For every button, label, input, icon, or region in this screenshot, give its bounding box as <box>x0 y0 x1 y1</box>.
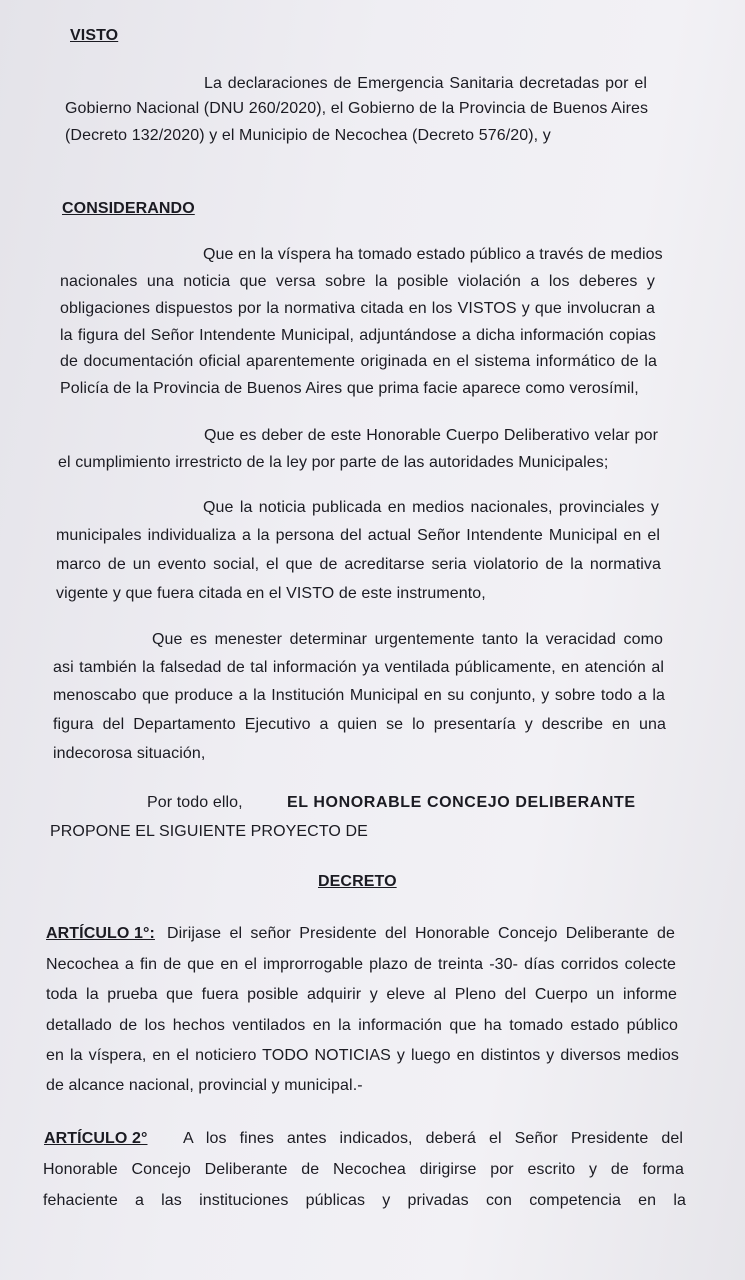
considerando-p5-line-2: PROPONE EL SIGUIENTE PROYECTO DE <box>50 823 368 840</box>
considerando-p1-line-6: Policía de la Provincia de Buenos Aires que prima facie aparece como verosímil, <box>60 380 639 397</box>
articulo-1-line-6: de alcance nacional, provincial y municipal.- <box>46 1077 363 1094</box>
considerando-p3-line-2: municipales individualiza a la persona del actual Señor Intendente Municipal en el <box>56 527 660 544</box>
considerando-heading: CONSIDERANDO <box>62 200 195 217</box>
visto-line-1: La declaraciones de Emergencia Sanitaria decretadas por el <box>204 75 647 92</box>
articulo-1-line-3: toda la prueba que fuera posible adquirir y eleve al Pleno del Cuerpo un informe <box>46 986 677 1003</box>
considerando-p1-line-5: de documentación oficial aparentemente originada en el sistema informático de la <box>60 353 657 370</box>
considerando-p4-line-5: indecorosa situación, <box>53 745 206 762</box>
considerando-p4-line-3: menoscabo que produce a la Institución Municipal en su conjunto, y sobre todo a la <box>53 687 665 704</box>
considerando-p1-line-4: la figura del Señor Intendente Municipal, adjuntándose a dicha información copias <box>60 327 656 344</box>
articulo-1-line-1: Dirijase el señor Presidente del Honorable Concejo Deliberante de <box>167 925 675 942</box>
visto-heading: VISTO <box>70 27 119 44</box>
articulo-2-line-2: Honorable Concejo Deliberante de Necochea dirigirse por escrito y de forma <box>43 1161 684 1178</box>
considerando-p4-line-2: asi también la falsedad de tal información ya ventilada públicamente, en atención al <box>53 659 664 676</box>
articulo-1-line-4: detallado de los hechos ventilados en la información que ha tomado estado público <box>46 1017 678 1034</box>
considerando-p4-line-4: figura del Departamento Ejecutivo a quien se lo presentaría y describe en una <box>53 716 666 733</box>
considerando-p4-line-1: Que es menester determinar urgentemente tanto la veracidad como <box>152 631 663 648</box>
considerando-p3-line-1: Que la noticia publicada en medios nacionales, provinciales y <box>203 499 659 516</box>
considerando-p2-line-2: el cumplimiento irrestricto de la ley por parte de las autoridades Municipales; <box>58 454 609 471</box>
articulo-2-label: ARTÍCULO 2° <box>44 1130 148 1147</box>
articulo-1-line-5: en la víspera, en el noticiero TODO NOTICIAS y luego en distintos y diversos medios <box>46 1047 679 1064</box>
articulo-1-label: ARTÍCULO 1°: <box>46 925 155 942</box>
visto-line-2: Gobierno Nacional (DNU 260/2020), el Gobierno de la Provincia de Buenos Aires <box>65 100 649 117</box>
visto-line-3: (Decreto 132/2020) y el Municipio de Necochea (Decreto 576/20), y <box>65 127 551 144</box>
articulo-2-line-3: fehaciente a las instituciones públicas y privadas con competencia en la <box>43 1192 686 1209</box>
considerando-p1-line-3: obligaciones dispuestos por la normativa citada en los VISTOS y que involucran a <box>60 300 655 317</box>
considerando-p5-intro: Por todo ello, <box>147 794 243 811</box>
articulo-1-line-2: Necochea a fin de que en el improrrogable plazo de treinta -30- días corridos colecte <box>46 956 676 973</box>
considerando-p2-line-1: Que es deber de este Honorable Cuerpo Deliberativo velar por <box>204 427 658 444</box>
considerando-p1-line-1: Que en la víspera ha tomado estado público a través de medios <box>203 246 663 263</box>
considerando-p3-line-3: marco de un evento social, el que de acreditarse seria violatorio de la normativa <box>56 556 661 573</box>
considerando-p1-line-2: nacionales una noticia que versa sobre la posible violación a los deberes y <box>60 273 655 290</box>
considerando-p5-bold: EL HONORABLE CONCEJO DELIBERANTE <box>287 794 636 811</box>
decreto-heading: DECRETO <box>318 873 397 890</box>
articulo-2-line-1: A los fines antes indicados, deberá el Señor Presidente del <box>183 1130 683 1147</box>
considerando-p3-line-4: vigente y que fuera citada en el VISTO de este instrumento, <box>56 585 486 602</box>
